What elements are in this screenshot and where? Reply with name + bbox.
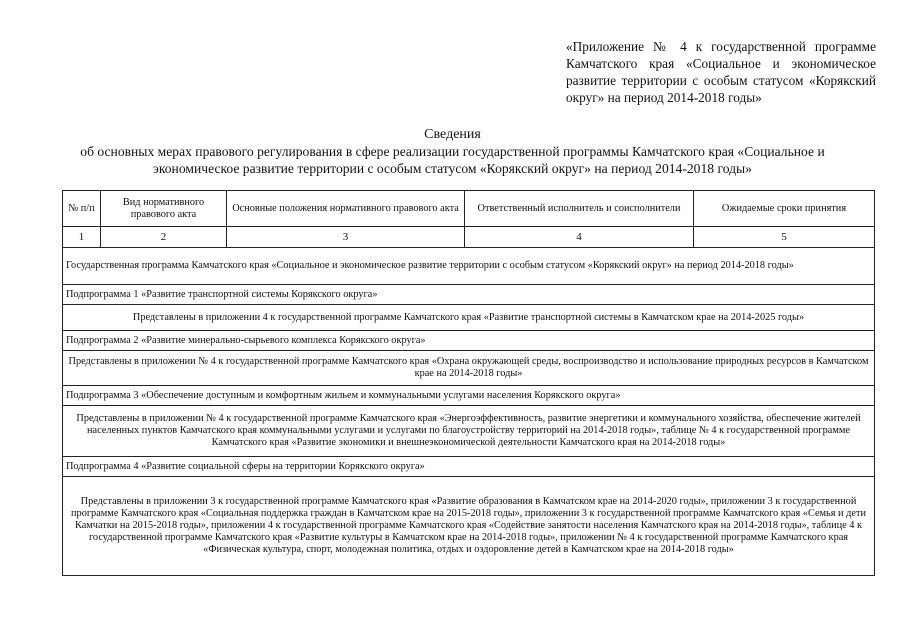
subprogram-row: [63, 285, 875, 305]
column-number: 2: [101, 227, 227, 248]
program-cell: Государственная программа Камчатского края «Социальное и экономическое развитие территории с особым статусом «Корякский округ» на период 2014-2018 годы»: [63, 248, 875, 285]
program-row: [63, 248, 875, 285]
subprogram-content-row: [63, 477, 875, 576]
column-number: 5: [694, 227, 875, 248]
subprogram-row: [63, 386, 875, 406]
column-number-row: [63, 227, 875, 248]
measures-table: [62, 190, 875, 576]
subprogram-content-row: [63, 305, 875, 331]
subprogram-4-title: Подпрограмма 4 «Развитие социальной сферы на территории Корякского округа»: [63, 457, 875, 477]
subprogram-2-content: Представлены в приложении № 4 к государственной программе Камчатского края «Охрана окружающей среды, воспроизводство и использование природных ресурсов в Камчатском крае на 2014-2018 годы»: [63, 351, 875, 386]
header-cell-number: № п/п: [63, 191, 101, 227]
header-cell-provisions: Основные положения нормативного правового акта: [227, 191, 465, 227]
subprogram-1-content: Представлены в приложении 4 к государственной программе Камчатского края «Развитие транспортной системы в Камчатском крае на 2014-2025 годы»: [63, 305, 875, 331]
subprogram-content-row: [63, 351, 875, 386]
subprogram-1-title: Подпрограмма 1 «Развитие транспортной системы Корякского округа»: [63, 285, 875, 305]
appendix-header: «Приложение № 4 к государственной программе Камчатского края «Социальное и экономическое развитие территории с особым статусом «Корякский округ» на период 2014-2018 годы»: [566, 39, 876, 105]
column-number: 1: [63, 227, 101, 248]
subprogram-content-row: [63, 406, 875, 457]
subprogram-2-title: Подпрограмма 2 «Развитие минерально-сырьевого комплекса Корякского округа»: [63, 331, 875, 351]
table-header-row: [63, 191, 875, 227]
column-number: 3: [227, 227, 465, 248]
header-cell-executor: Ответственный исполнитель и соисполнители: [465, 191, 694, 227]
subprogram-3-content: Представлены в приложении № 4 к государственной программе Камчатского края «Энергоэффективность, развитие энергетики и коммунального хозяйства, обеспечение жителей населенных пунктов Камчатского края коммунальными услугами и услугами по благоустройству территорий на 2014-2018 годы», таблице № 4 к государственной программе Камчатского края «Развитие экономики и внешнеэкономической деятельности Камчатского края на 2014-2018 годы»: [63, 406, 875, 457]
subprogram-row: [63, 331, 875, 351]
title-line-2: об основных мерах правового регулирования в сфере реализации государственной программы Камчатского края «Социальное и экономическое развитие территории с особым статусом «Корякский округ» на период 2014-2018 годы»: [80, 144, 825, 176]
subprogram-4-content: Представлены в приложении 3 к государственной программе Камчатского края «Развитие образования в Камчатском крае на 2014-2020 годы», приложении 3 к государственной программе Камчатского края «Социальная поддержка граждан в Камчатском крае на 2015-2018 годы», приложении 3 к государственной программе Камчатского края «Семья и дети Камчатки на 2015-2018 годы», приложении 4 к государственной программе Камчатского края «Содействие занятости населения Камчатского края на 2014-2018 годы», таблице 4 к государственной программе Камчатского края «Развитие культуры в Камчатском крае на 2014-2018 годы», приложении № 4 к государственной программе Камчатского края «Физическая культура, спорт, молодежная политика, отдых и оздоровление детей в Камчатском крае на 2014-2018 годы»: [63, 477, 875, 576]
title-line-1: Сведения: [424, 127, 481, 142]
subprogram-3-title: Подпрограмма 3 «Обеспечение доступным и комфортным жильем и коммунальными услугами населения Корякского округа»: [63, 386, 875, 406]
document-title: [60, 126, 845, 177]
column-number: 4: [465, 227, 694, 248]
header-cell-terms: Ожидаемые сроки принятия: [694, 191, 875, 227]
header-cell-act-type: Вид нормативного правового акта: [101, 191, 227, 227]
subprogram-row: [63, 457, 875, 477]
